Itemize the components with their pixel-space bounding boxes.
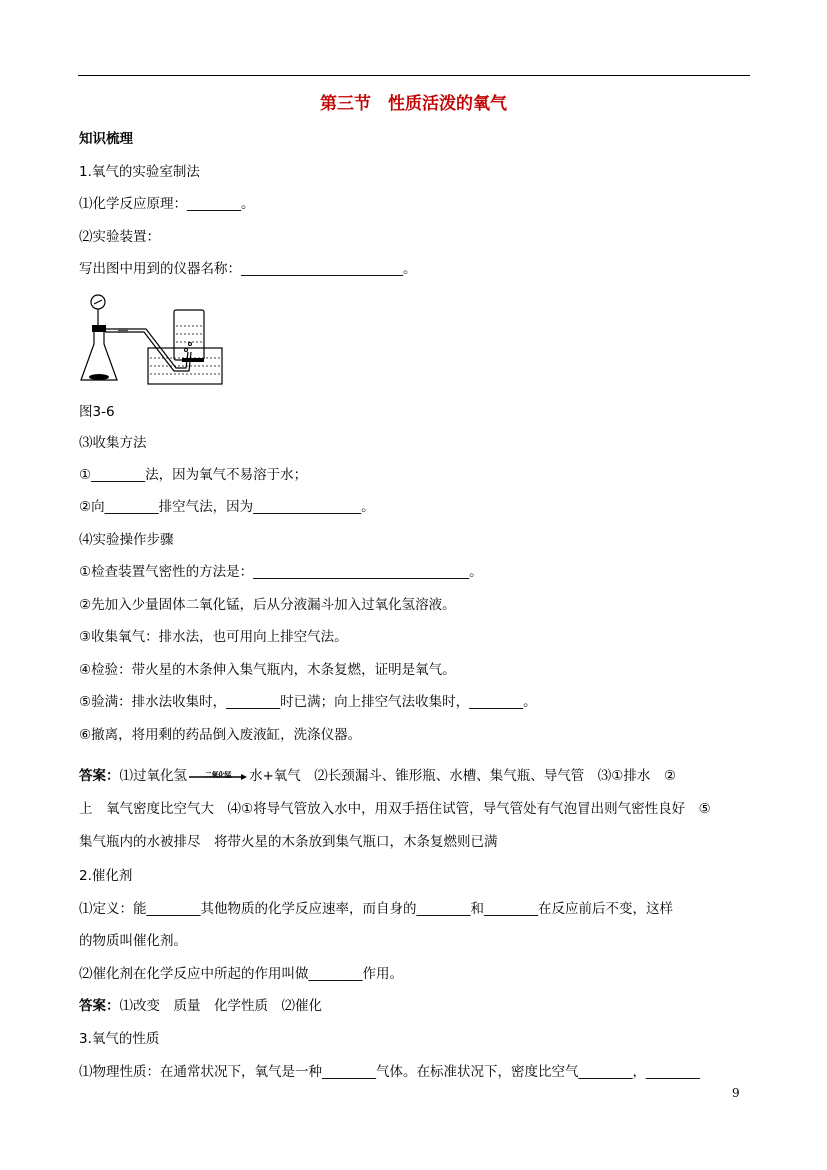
question-line: ⑴定义：能________其他物质的化学反应速率，而自身的________和________在反应前后不变，这样 [79,901,673,917]
question-line: ②向________排空气法，因为________________。 [79,499,375,515]
question-line: ⑷实验操作步骤 [79,532,174,548]
question-line: ⑵实验装置： [79,229,160,245]
header-rule [78,75,750,76]
question-line: ⑶收集方法 [79,435,147,451]
answer-line [79,767,676,785]
answer-text: ⑴改变 质量 化学性质 ⑵催化 [119,998,322,1014]
figure-caption: 图3-6 [79,404,115,420]
answer-line: 上 氧气密度比空气大 ⑷①将导气管放入水中，用双手捂住试管，导气管处有气泡冒出则气密性良好 ⑤ [79,801,711,817]
question-line: ①检查装置气密性的方法是：________________________________。 [79,564,483,580]
answer-label: 答案： [79,768,120,784]
answer-label: 答案： [79,998,120,1014]
topic-heading: 3.氧气的性质 [79,1031,160,1047]
reaction-arrow [189,767,247,785]
question-line: 的物质叫催化剂。 [79,933,187,949]
page-number: 9 [732,1086,740,1100]
question-line: 写出图中用到的仪器名称：________________________。 [79,261,417,277]
section-heading: 知识梳理 [79,131,133,147]
question-line: ③收集氧气：排水法，也可用向上排空气法。 [79,629,348,645]
question-line: ⑵催化剂在化学反应中所起的作用叫做________作用。 [79,966,403,982]
question-line: ④检验：带火星的木条伸入集气瓶内，木条复燃，证明是氧气。 [79,662,456,678]
answer-line: 集气瓶内的水被排尽 将带火星的木条放到集气瓶口，木条复燃则已满 [79,834,498,850]
apparatus-figure [78,292,238,388]
question-line: ⑴化学反应原理：________。 [79,196,255,212]
question-line: ①________法，因为氧气不易溶于水； [79,467,308,483]
topic-heading: 1.氧气的实验室制法 [79,164,200,180]
catalyst-label: 二氧化锰 [205,771,231,779]
answer-text: 水+氧气 ⑵长颈漏斗、锥形瓶、水槽、集气瓶、导气管 ⑶①排水 ② [249,768,677,784]
arrow-icon [189,774,247,780]
question-line: ⑤验满：排水法收集时，________时已满；向上排空气法收集时，________。 [79,694,537,710]
question-line: ②先加入少量固体二氧化锰，后从分液漏斗加入过氧化氢溶液。 [79,597,456,613]
page-title: 第三节 性质活泼的氧气 [320,94,507,114]
answer-text: ⑴过氧化氢 [119,768,187,784]
answer-line [79,997,322,1015]
question-line: ⑥撤离，将用剩的药品倒入废液缸，洗涤仪器。 [79,727,362,743]
question-line: ⑴物理性质：在通常状况下，氧气是一种________气体。在标准状况下，密度比空气________，________ [79,1064,700,1080]
topic-heading: 2.催化剂 [79,868,133,884]
